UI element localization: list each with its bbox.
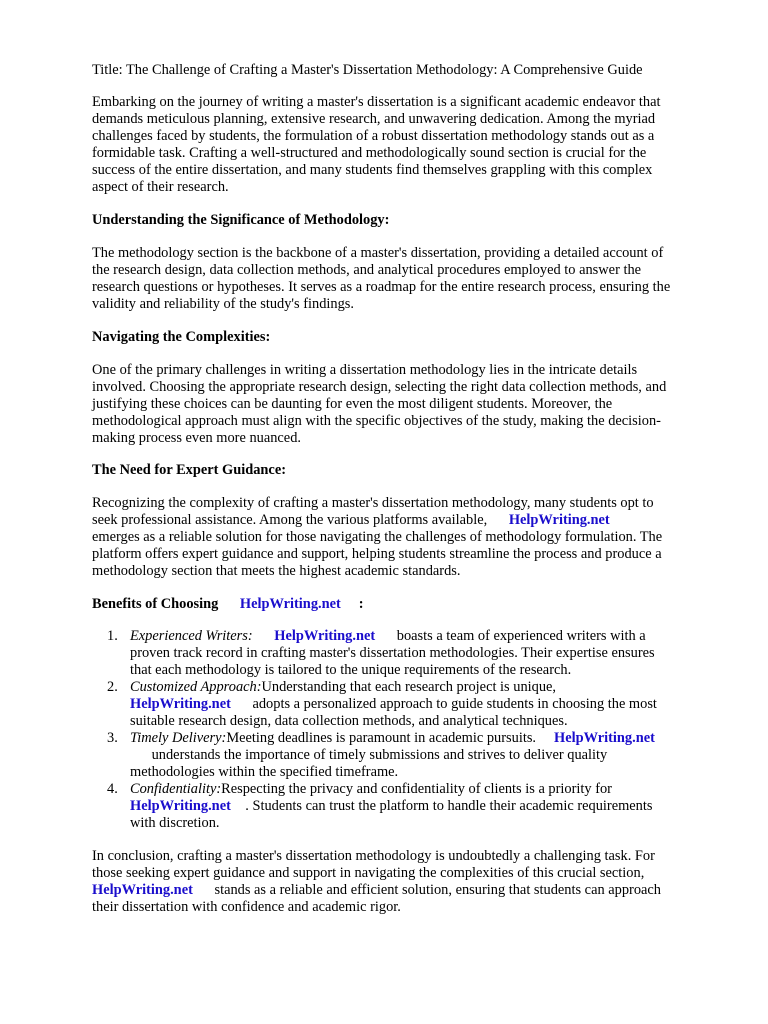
benefit-text: Respecting the privacy and confidentiality of clients is a priority for [221,781,612,797]
list-item [130,781,612,798]
list-item [130,628,646,645]
significance-line: The methodology section is the backbone of a master's dissertation, providing a detailed account of [92,245,664,261]
list-item-line [130,696,657,713]
benefit-text: . Students can trust the platform to handle their academic requirements [245,798,653,814]
complexities-line: involved. Choosing the appropriate research design, selecting the right data collection methods, and [92,379,667,395]
helpwriting-link[interactable]: HelpWriting.net [92,882,193,898]
list-item-line: that each methodology is tailored to the unique requirements of the research. [130,662,572,678]
benefits-heading-colon: : [358,596,364,612]
benefit-text: boasts a team of experienced writers with a [396,628,646,644]
heading-significance: Understanding the Significance of Methodology: [92,212,390,228]
heading-complexities: Navigating the Complexities: [92,329,271,345]
list-item-number: 1. [107,628,118,644]
guidance-line: platform offers expert guidance and support, helping students streamline the process and produce a [92,546,662,562]
conclusion-line [92,882,661,899]
intro-line: aspect of their research. [92,179,229,195]
heading-guidance: The Need for Expert Guidance: [92,462,286,478]
guidance-line: Recognizing the complexity of crafting a master's dissertation methodology, many students opt to [92,495,654,511]
complexities-line: methodological approach must align with the specific objectives of the study, making the decision- [92,413,661,429]
guidance-line [92,512,610,529]
benefit-label: Timely Delivery: [130,730,227,746]
helpwriting-link[interactable]: HelpWriting.net [239,596,341,612]
complexities-line: One of the primary challenges in writing a dissertation methodology lies in the intricate details [92,362,638,378]
benefit-text: Understanding that each research project is unique, [261,679,557,695]
list-item-number: 4. [107,781,118,797]
benefit-text: understands the importance of timely submissions and strives to deliver quality [151,747,608,763]
benefit-label: Confidentiality: [130,781,222,797]
guidance-line: emerges as a reliable solution for those navigating the challenges of methodology formulation. The [92,529,663,545]
guidance-text: seek professional assistance. Among the various platforms available, [92,512,488,528]
benefit-label: Experienced Writers: [130,628,253,644]
list-item-line: suitable research design, data collection methods, and analytical techniques. [130,713,568,729]
intro-line: Embarking on the journey of writing a master's dissertation is a significant academic endeavor that [92,94,661,110]
significance-line: validity and reliability of the study's findings. [92,296,354,312]
intro-line: formidable task. Crafting a well-structured and methodologically sound section is crucial for the [92,145,647,161]
complexities-line: justifying these choices can be daunting for even the most diligent students. Moreover, the [92,396,613,412]
list-item-line [130,747,607,764]
helpwriting-link[interactable]: HelpWriting.net [508,512,610,528]
list-item-number: 3. [107,730,118,746]
significance-line: the research design, data collection methods, and analytical procedures employed to answer the [92,262,642,278]
conclusion-line: their dissertation with confidence and academic rigor. [92,899,401,915]
list-item-line: methodologies within the specified timeframe. [130,764,399,780]
helpwriting-link[interactable]: HelpWriting.net [274,628,376,644]
helpwriting-link[interactable]: HelpWriting.net [130,696,231,712]
document-title: Title: The Challenge of Crafting a Master's Dissertation Methodology: A Comprehensive Guide [92,62,643,78]
conclusion-line: those seeking expert guidance and support in navigating the complexities of this crucial section, [92,865,645,881]
benefits-heading-text: Benefits of Choosing [92,596,219,612]
guidance-line: methodology section that meets the highest academic standards. [92,563,461,579]
intro-line: challenges faced by students, the formulation of a robust dissertation methodology stands out as a [92,128,655,144]
intro-line: demands meticulous planning, extensive research, and unwavering dedication. Among the myriad [92,111,656,127]
helpwriting-link[interactable]: HelpWriting.net [130,798,231,814]
benefit-text: Meeting deadlines is paramount in academic pursuits. [226,730,537,746]
conclusion-text: stands as a reliable and efficient solution, ensuring that students can approach [214,882,661,898]
heading-benefits [92,596,364,613]
list-item-number: 2. [107,679,118,695]
benefit-label: Customized Approach: [130,679,262,695]
intro-line: success of the entire dissertation, and many students find themselves grappling with this complex [92,162,653,178]
conclusion-line: In conclusion, crafting a master's dissertation methodology is undoubtedly a challenging task. For [92,848,655,864]
helpwriting-link[interactable]: HelpWriting.net [554,730,655,746]
list-item-line: proven track record in crafting master's dissertation methodologies. Their expertise ensures [130,645,655,661]
benefit-text: adopts a personalized approach to guide students in choosing the most [252,696,657,712]
significance-line: research questions or hypotheses. It serves as a roadmap for the entire research process, ensuring the [92,279,671,295]
list-item-line [130,798,652,815]
list-item [130,679,556,696]
list-item-line: with discretion. [130,815,220,831]
list-item [130,730,655,747]
complexities-line: making process even more nuanced. [92,430,301,446]
